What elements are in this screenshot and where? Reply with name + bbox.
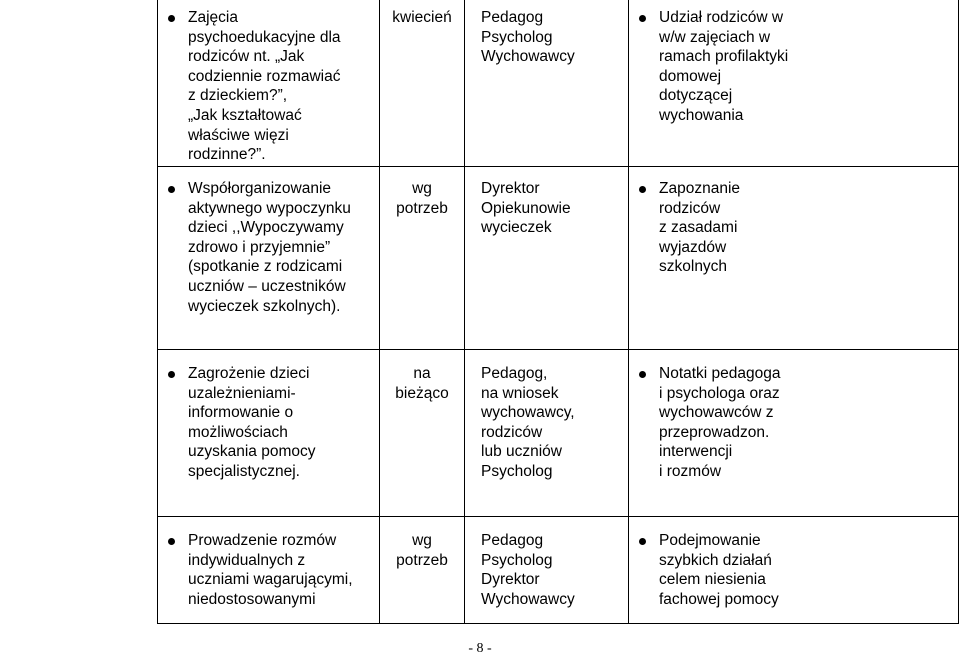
- outcome-text: Zapoznanie rodziców z zasadami wyjazdów szkolnych: [659, 180, 741, 276]
- activity-text: Zajęcia psychoedukacyjne dla rodziców nt. „Jak codziennie rozmawiać z dzieckiem?”, „Jak kształtować właściwe więzi rodzinne?”.: [188, 9, 341, 164]
- term-text: na bieżąco: [395, 365, 449, 402]
- activity-text: Zagrożenie dzieci uzależnieniami- informowanie o możliwościach uzyskania pomocy specjalistycznej.: [188, 365, 316, 480]
- bullet-icon: [168, 186, 175, 193]
- responsible-text: Pedagog Psycholog Wychowawcy: [481, 9, 575, 66]
- term-cell: [380, 0, 465, 167]
- responsible-cell: [465, 0, 629, 167]
- bullet-icon: [639, 371, 646, 378]
- term-cell: [380, 167, 465, 350]
- responsible-text: Pedagog, na wniosek wychowawcy, rodziców lub uczniów Psycholog: [481, 365, 575, 480]
- activity-cell: [158, 350, 380, 517]
- outcome-text: Notatki pedagoga i psychologa oraz wychowawców z przeprowadzon. interwencji i rozmów: [659, 365, 781, 480]
- activity-text: Współorganizowanie aktywnego wypoczynku dzieci ,,Wypoczywamy zdrowo i przyjemnie” (spotkanie z rodzicami uczniów – uczestników wycieczek szkolnych).: [188, 180, 351, 315]
- responsible-cell: [465, 167, 629, 350]
- activities-table: [157, 0, 959, 624]
- activity-cell: [158, 0, 380, 167]
- activity-cell: [158, 517, 380, 624]
- bullet-icon: [639, 15, 646, 22]
- activity-cell: [158, 167, 380, 350]
- term-text: wg potrzeb: [396, 180, 448, 217]
- bullet-icon: [639, 186, 646, 193]
- activity-text: Prowadzenie rozmów indywidualnych z uczniami wagarującymi, niedostosowanymi: [188, 532, 353, 608]
- responsible-cell: [465, 517, 629, 624]
- table-row: [158, 0, 959, 167]
- responsible-text: Dyrektor Opiekunowie wycieczek: [481, 180, 571, 237]
- bullet-icon: [168, 371, 175, 378]
- outcome-text: Udział rodziców w w/w zajęciach w ramach profilaktyki domowej dotyczącej wychowania: [659, 9, 789, 124]
- outcome-cell: [629, 517, 959, 624]
- table-row: [158, 350, 959, 517]
- responsible-text: Pedagog Psycholog Dyrektor Wychowawcy: [481, 532, 575, 608]
- table-row: [158, 167, 959, 350]
- term-cell: [380, 517, 465, 624]
- bullet-icon: [168, 538, 175, 545]
- term-text: wg potrzeb: [396, 532, 448, 569]
- responsible-cell: [465, 350, 629, 517]
- page-number: - 8 -: [468, 641, 492, 656]
- bullet-icon: [639, 538, 646, 545]
- outcome-cell: [629, 167, 959, 350]
- bullet-icon: [168, 15, 175, 22]
- term-text: kwiecień: [392, 9, 452, 26]
- term-cell: [380, 350, 465, 517]
- outcome-cell: [629, 0, 959, 167]
- outcome-cell: [629, 350, 959, 517]
- outcome-text: Podejmowanie szybkich działań celem niesienia fachowej pomocy: [659, 532, 779, 608]
- table-row: [158, 517, 959, 624]
